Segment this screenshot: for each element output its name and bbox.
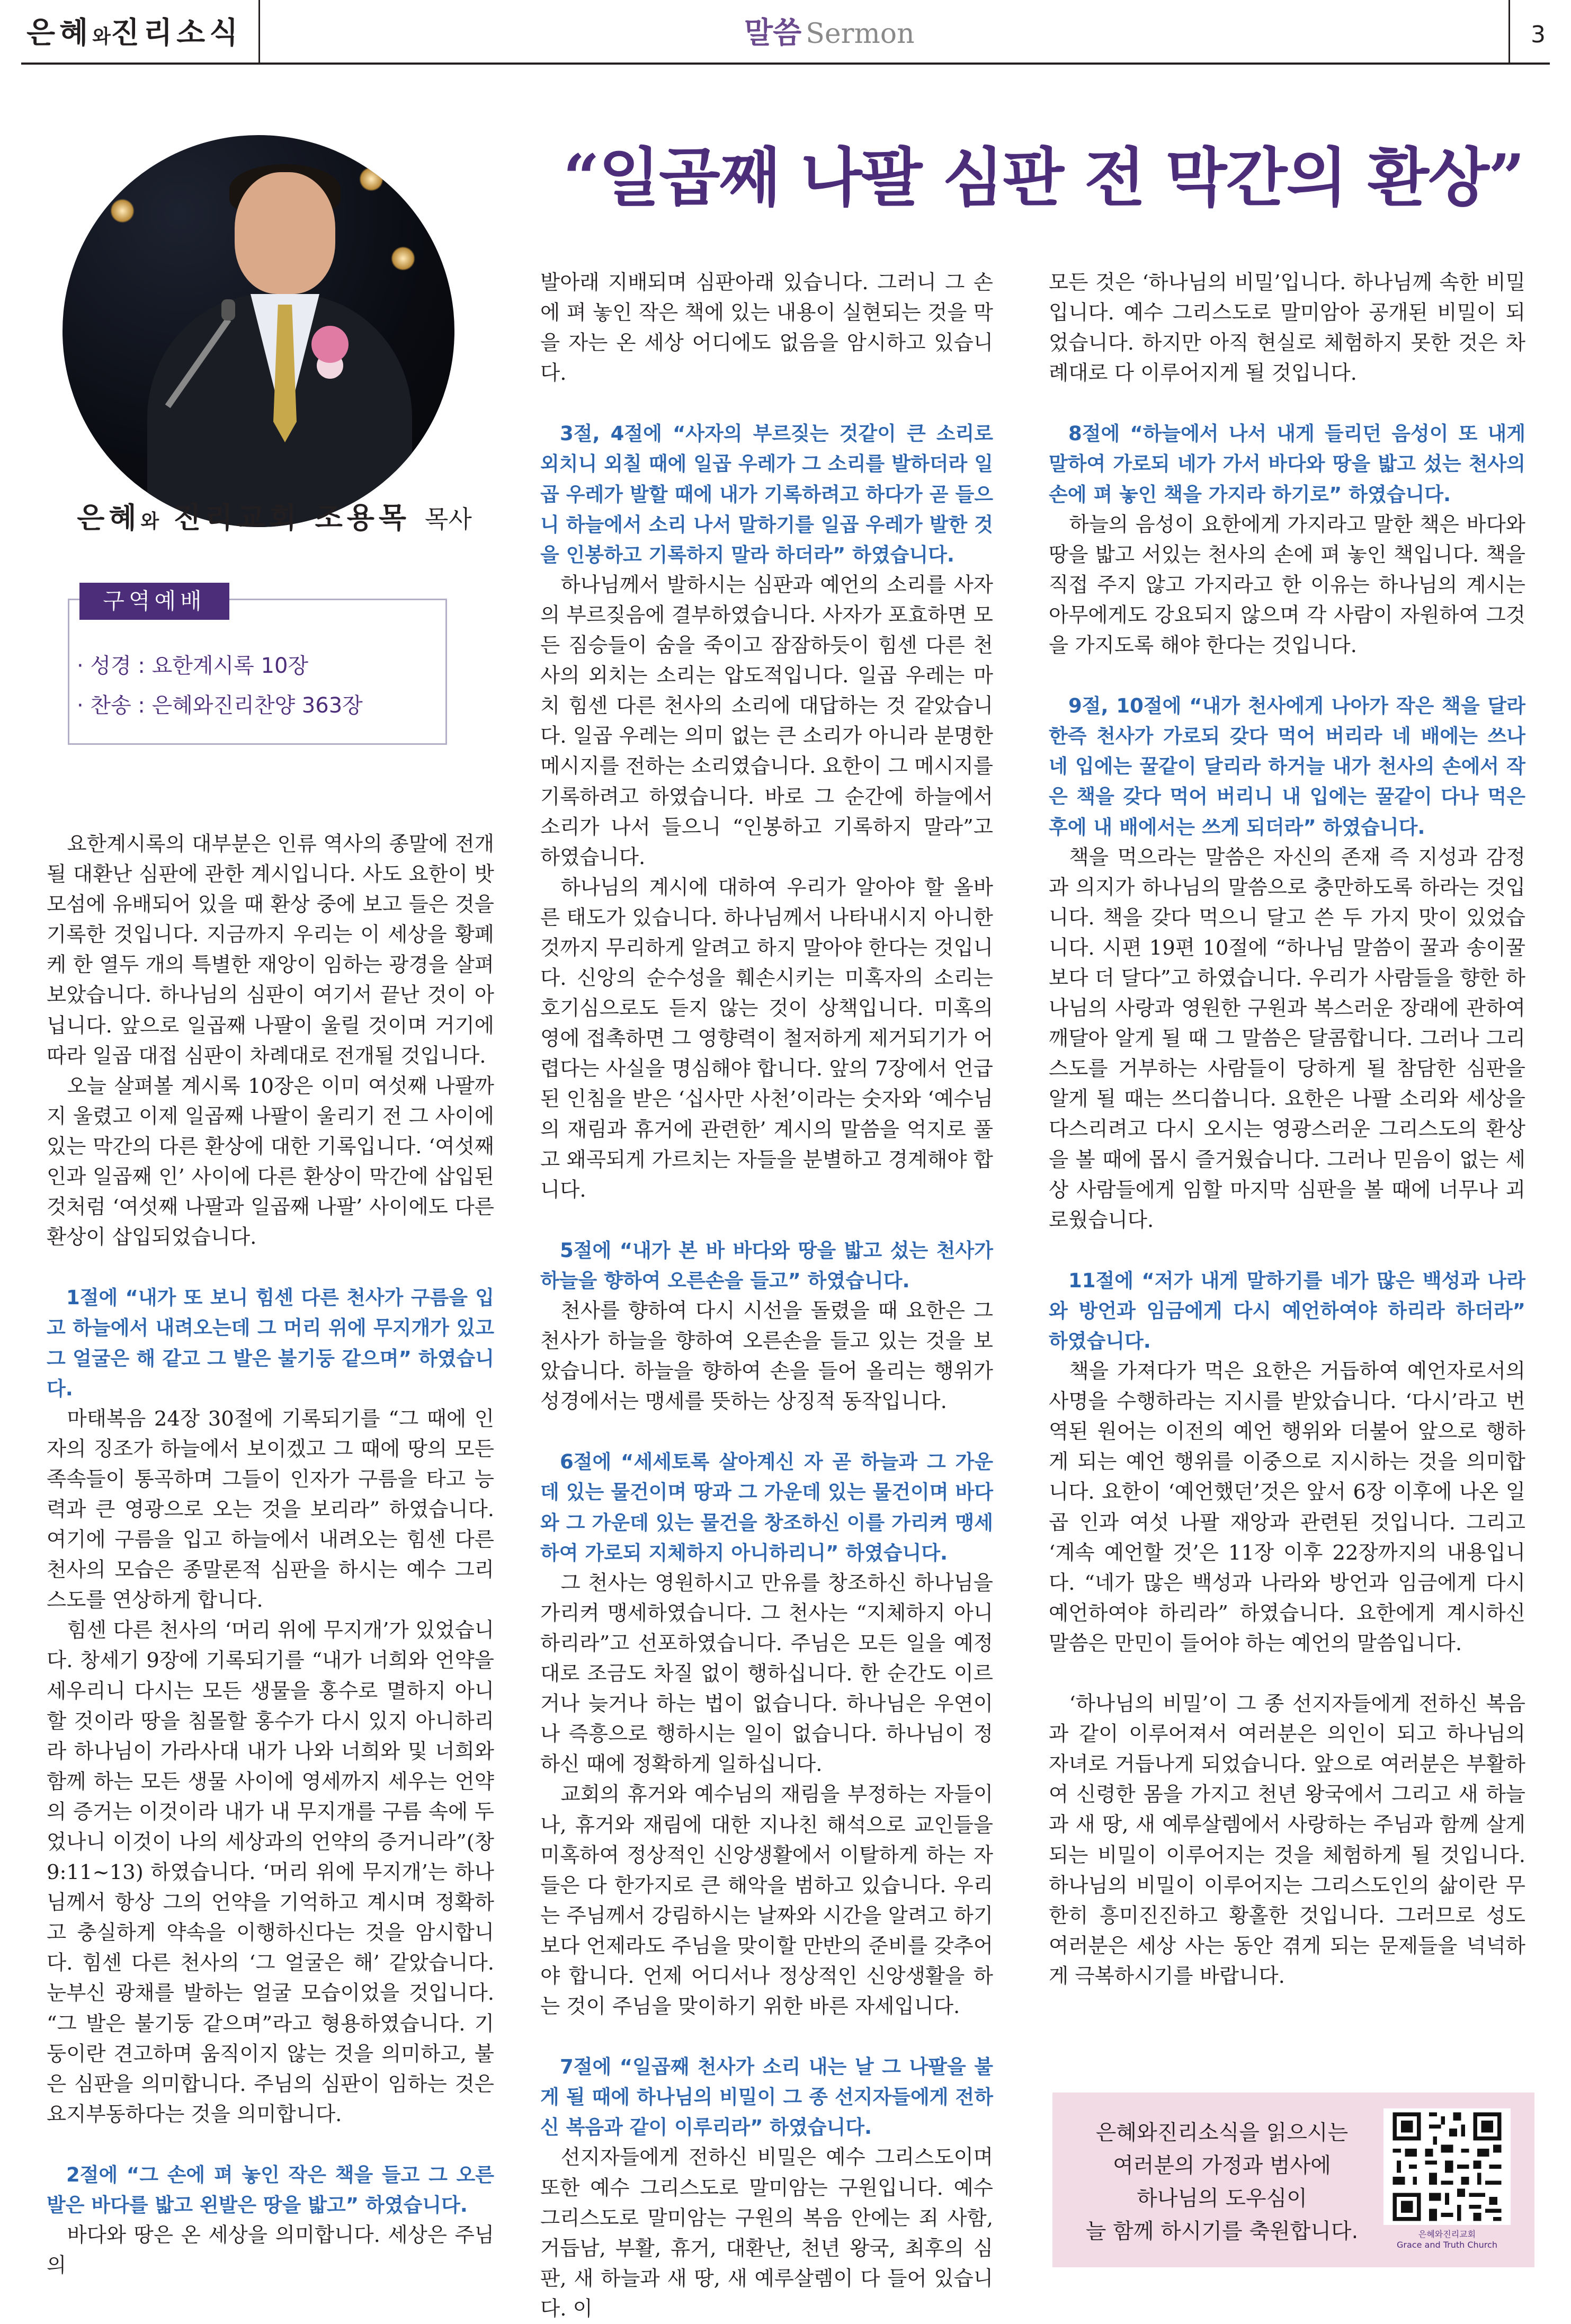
verse-quote: 5절에 “내가 본 바 바다와 땅을 밟고 섰는 천사가 하늘을 향하여 오른손을 들고” 하였습니다.: [540, 1239, 993, 1292]
qr-caption: 은혜와진리교회 Grace and Truth Church: [1397, 2229, 1497, 2250]
study-tab: 구역예배: [79, 583, 229, 620]
article-column-1: [47, 829, 494, 2281]
blessing-message: 은혜와진리소식을 읽으시는 여러분의 가정과 범사에 하나님의 도우심이 늘 함께 하시기를 축원합니다.: [1085, 2121, 1359, 2243]
paragraph: 모든 것은 ‘하나님의 비밀’입니다. 하나님께 속한 비밀입니다. 예수 그리스도로 말미암아 공개된 비밀이 되었습니다. 하지만 아직 현실로 체험하지 못한 것은 차례대로 다 이루어지게 될 것입니다.: [1049, 271, 1525, 386]
paragraph: 하늘의 음성이 요한에게 가지라고 말한 책은 바다와 땅을 밟고 서있는 천사의 손에 펴 놓인 책입니다. 책을 직접 주지 않고 가지라고 한 이유는 하나님의 계시는 아무에게도 강요되지 않으며 각 사람이 자원하여 그것을 가지도록 해야 한다는 것입니다.: [1049, 512, 1525, 658]
verse-quote: 1절에 “내가 또 보니 힘센 다른 천사가 구름을 입고 하늘에서 내려오는데 그 머리 위에 무지개가 있고 그 얼굴은 해 같고 그 발은 불기둥 같으며” 하였습니다.: [47, 1286, 494, 1400]
pastor-byline: 은혜와 진리교회 조용목 목사: [77, 501, 472, 535]
header-divider: [1508, 0, 1510, 63]
paragraph: 하나님의 계시에 대하여 우리가 알아야 할 올바른 태도가 있습니다. 하나님께서 나타내시지 아니한 것까지 무리하게 알려고 하지 말아야 한다는 것입니다. 신앙의 순수성을 훼손시키는 미혹자의 소리는 호기심으로도 듣지 않는 것이 상책입니다. 미혹의 영에 접촉하면 그 영향력이 철저하게 제거되기가 어렵다는 사실을 명심해야 합니다. 앞의 7장에서 언급된 인침을 받은 ‘십사만 사천’이라는 숫자와 ‘예수님의 재림과 휴거에 관련한’ 계시의 말씀을 억지로 풀고 왜곡되게 가르치는 자들을 분별하고 경계해야 합니다.: [540, 875, 993, 1202]
verse-quote: 3절, 4절에 “사자의 부르짖는 것같이 큰 소리로 외치니 외칠 때에 일곱 우레가 그 소리를 발하더라 일곱 우레가 발할 때에 내가 기록하려고 하다가 곧 들으니 하늘에서 소리 나서 말하기를 일곱 우레가 발한 것을 인봉하고 기록하지 말라 하더라” 하였습니다.: [540, 422, 993, 566]
paragraph: 선지자들에게 전하신 비밀은 예수 그리스도이며 또한 예수 그리스도로 말미암는 구원입니다. 예수 그리스도로 말미암는 구원의 복음 안에는 죄 사함, 거듭남, 부활, 휴거, 대환난, 천년 왕국, 최후의 심판, 새 하늘과 새 땅, 새 예루살렘이 다 들어 있습니다. 이: [540, 2145, 993, 2321]
page-number: 3: [1531, 21, 1546, 48]
verse-quote: 6절에 “세세토록 살아계신 자 곧 하늘과 그 가운데 있는 물건이며 땅과 그 가운데 있는 물건이며 바다와 그 가운데 있는 물건을 창조하신 이를 가리켜 맹세하여 가로되 지체하지 아니하리니” 하였습니다.: [540, 1450, 993, 1564]
scripture-reference: · 성경 : 요한계시록 10장: [77, 654, 309, 678]
paragraph: 책을 가져다가 먹은 요한은 거듭하여 예언자로서의 사명을 수행하라는 지시를 받았습니다. ‘다시’라고 번역된 원어는 이전의 예언 행위와 더불어 앞으로 행하게 되는 예언 행위를 이중으로 지시하는 것을 의미합니다. 요한이 ‘예언했던’것은 앞서 6장 이후에 나온 일곱 인과 여섯 나팔 재앙과 관련된 것입니다. 그리고 ‘계속 예언할 것’은 11장 이후 22장까지의 내용입니다. “네가 많은 백성과 나라와 방언과 임금에게 다시 예언하여야 하리라” 하였습니다. 요한에게 계시하신 말씀은 만민이 들어야 하는 예언의 말씀입니다.: [1049, 1359, 1525, 1655]
blessing-box: [1052, 2093, 1534, 2267]
paragraph: 발아래 지배되며 심판아래 있습니다. 그러니 그 손에 펴 놓인 작은 책에 있는 내용이 실현되는 것을 막을 자는 온 세상 어디에도 없음을 암시하고 있습니다.: [540, 271, 993, 386]
qr-code[interactable]: [1383, 2108, 1511, 2225]
header-divider: [258, 0, 260, 63]
paragraph: 오늘 살펴볼 계시록 10장은 이미 여섯째 나팔까지 울렸고 이제 일곱째 나팔이 울리기 전 그 사이에 있는 막간의 다른 환상에 대한 기록입니다. ‘여섯째 인과 일곱째 인’ 사이에 다른 환상이 막간에 삽입된 것처럼 ‘여섯째 나팔과 일곱째 나팔’ 사이에도 다른 환상이 삽입되었습니다.: [47, 1074, 494, 1250]
publication-name: 은혜와진리소식: [26, 16, 243, 50]
sermon-title: “일곱째 나팔 심판 전 막간의 환상”: [563, 140, 1524, 215]
hymn-reference: · 찬송 : 은혜와진리찬양 363장: [77, 693, 363, 718]
article-column-3: [1049, 268, 1525, 1991]
paragraph: 요한계시록의 대부분은 인류 역사의 종말에 전개될 대환난 심판에 관한 계시입니다. 사도 요한이 밧모섬에 유배되어 있을 때 환상 중에 보고 들은 것을 기록한 것입니다. 지금까지 우리는 이 세상을 황폐케 한 열두 개의 특별한 재앙이 임하는 광경을 살펴보았습니다. 하나님의 심판이 여기서 끝난 것이 아닙니다. 앞으로 일곱째 나팔이 울릴 것이며 거기에 따라 일곱 대접 심판이 차례대로 전개될 것입니다.: [47, 832, 494, 1068]
verse-quote: 11절에 “저가 내게 말하기를 네가 많은 백성과 나라와 방언과 임금에게 다시 예언하여야 하리라 하더라” 하였습니다.: [1049, 1269, 1525, 1352]
verse-quote: 9절, 10절에 “내가 천사에게 나아가 작은 책을 달라 한즉 천사가 가로되 갖다 먹어 버리라 네 배에는 쓰나 네 입에는 꿀같이 달리라 하거늘 내가 천사의 손에서 작은 책을 갖다 먹어 버리니 내 입에는 꿀같이 다나 먹은 후에 내 배에서는 쓰게 되더라” 하였습니다.: [1049, 694, 1525, 839]
article-column-2: [540, 268, 993, 2324]
paragraph: 힘센 다른 천사의 ‘머리 위에 무지개’가 있었습니다. 창세기 9장에 기록되기를 “내가 너희와 언약을 세우리니 다시는 모든 생물을 홍수로 멸하지 아니할 것이라 땅을 침몰할 홍수가 다시 있지 아니하리라 하나님이 가라사대 내가 나와 너희와 및 너희와 함께 하는 모든 생물 사이에 영세까지 세우는 언약의 증거는 이것이라 내가 내 무지개를 구름 속에 두었나니 이것이 나의 세상과의 언약의 증거니라”(창 9:11~13) 하였습니다. ‘머리 위에 무지개’는 하나님께서 항상 그의 언약을 기억하고 계시며 정확하고 충실하게 약속을 이행하신다는 것을 암시합니다. 힘센 다른 천사의 ‘그 얼굴은 해’ 같았습니다. 눈부신 광채를 발하는 얼굴 모습이었을 것입니다. “그 발은 불기둥 같으며”라고 형용하였습니다. 기둥이란 견고하며 움직이지 않는 것을 의미하고, 불은 심판을 의미합니다. 주님의 심판이 임하는 것은 요지부동하다는 것을 의미합니다.: [47, 1618, 494, 2126]
paragraph: 책을 먹으라는 말씀은 자신의 존재 즉 지성과 감정과 의지가 하나님의 말씀으로 충만하도록 하라는 것입니다. 책을 갖다 먹으니 달고 쓴 두 가지 맛이 있었습니다. 시편 19편 10절에 “하나님 말씀이 꿀과 송이꿀보다 더 달다”고 하였습니다. 우리가 사람들을 향한 하나님의 사랑과 영원한 구원과 복스러운 장래에 관하여 깨달아 알게 될 때 그 말씀은 달콤합니다. 그러나 그리스도를 거부하는 사람들이 당하게 될 참담한 심판을 알게 될 때는 쓰디씁니다. 요한은 나팔 소리와 세상을 다스리려고 다시 오시는 영광스러운 그리스도의 환상을 볼 때에 몹시 즐거웠습니다. 그러나 믿음이 없는 세상 사람들에게 임할 마지막 심판을 볼 때에 너무나 괴로웠습니다.: [1049, 845, 1525, 1232]
verse-quote: 2절에 “그 손에 펴 놓인 작은 책을 들고 그 오른발은 바다를 밟고 왼발은 땅을 밟고” 하였습니다.: [47, 2163, 494, 2217]
verse-quote: 7절에 “일곱째 천사가 소리 내는 날 그 나팔을 불게 될 때에 하나님의 비밀이 그 종 선지자들에게 전하신 복음과 같이 이루리라” 하였습니다.: [540, 2055, 993, 2139]
paragraph: 천사를 향하여 다시 시선을 돌렸을 때 요한은 그 천사가 하늘을 향하여 오른손을 들고 있는 것을 보았습니다. 하늘을 향하여 손을 들어 올리는 행위가 성경에서는 맹세를 뜻하는 상징적 동작입니다.: [540, 1299, 993, 1414]
paragraph: 바다와 땅은 온 세상을 의미합니다. 세상은 주님의: [47, 2223, 494, 2278]
verse-quote: 8절에 “하늘에서 나서 내게 들리던 음성이 또 내게 말하여 가로되 네가 가서 바다와 땅을 밟고 섰는 천사의 손에 펴 놓인 책을 가지라 하기로” 하였습니다.: [1049, 422, 1525, 506]
paragraph: 하나님께서 발하시는 심판과 예언의 소리를 사자의 부르짖음에 결부하였습니다. 사자가 포효하면 모든 짐승들이 숨을 죽이고 잠잠하듯이 힘센 다른 천사의 외치는 소리는 압도적입니다. 일곱 우레는 마치 힘센 다른 천사의 소리에 대답하는 것 같았습니다. 일곱 우레는 의미 없는 큰 소리가 아니라 분명한 메시지를 전하는 소리였습니다. 요한이 그 메시지를 기록하려고 하였습니다. 바로 그 순간에 하늘에서 소리가 나서 들으니 “인봉하고 기록하지 말라”고 하였습니다.: [540, 573, 993, 869]
section-label: 말씀 Sermon: [744, 16, 915, 50]
paragraph: 교회의 휴거와 예수님의 재림을 부정하는 자들이나, 휴거와 재림에 대한 지나친 해석으로 교인들을 미혹하여 정상적인 신앙생활에서 이탈하게 하는 자들은 다 한가지로 큰 해악을 범하고 있습니다. 우리는 주님께서 강림하시는 날짜와 시간을 알려고 하기보다 언제라도 주님을 맞이할 만반의 준비를 갖추어야 합니다. 언제 어디서나 정상적인 신앙생활을 하는 것이 주님을 맞이하기 위한 바른 자세입니다.: [540, 1783, 993, 2019]
paragraph: 그 천사는 영원하시고 만유를 창조하신 하나님을 가리켜 맹세하였습니다. 그 천사는 “지체하지 아니하리라”고 선포하였습니다. 주님은 모든 일을 예정대로 조금도 차질 없이 행하십니다. 한 순간도 이르거나 늦거나 하는 법이 없습니다. 하나님은 우연이나 즉흥으로 행하시는 일이 없습니다. 하나님이 정하신 때에 정확하게 일하십니다.: [540, 1571, 993, 1777]
header-rule: [21, 63, 1550, 65]
pastor-photo: [63, 135, 454, 527]
paragraph: 마태복음 24장 30절에 기록되기를 “그 때에 인자의 징조가 하늘에서 보이겠고 그 때에 땅의 모든 족속들이 통곡하며 그들이 인자가 구름을 타고 능력과 큰 영광으로 오는 것을 보리라” 하였습니다. 여기에 구름을 입고 하늘에서 내려오는 힘센 다른 천사의 모습은 종말론적 심판을 하시는 예수 그리스도를 연상하게 합니다.: [47, 1406, 494, 1613]
page-header: [0, 0, 1571, 66]
paragraph: ‘하나님의 비밀’이 그 종 선지자들에게 전하신 복음과 같이 이루어져서 여러분은 의인이 되고 하나님의 자녀로 거듭나게 되었습니다. 앞으로 여러분은 부활하여 신령한 몸을 가지고 천년 왕국에서 그리고 새 하늘과 새 땅, 새 예루살렘에서 사랑하는 주님과 함께 살게 되는 비밀이 이루어지는 것을 체험하게 될 것입니다. 하나님의 비밀이 이루어지는 그리스도인의 삶이란 무한히 흥미진진하고 황홀한 것입니다. 그러므로 성도 여러분은 세상 사는 동안 겪게 되는 문제들을 넉넉하게 극복하시기를 바랍니다.: [1049, 1692, 1525, 1988]
